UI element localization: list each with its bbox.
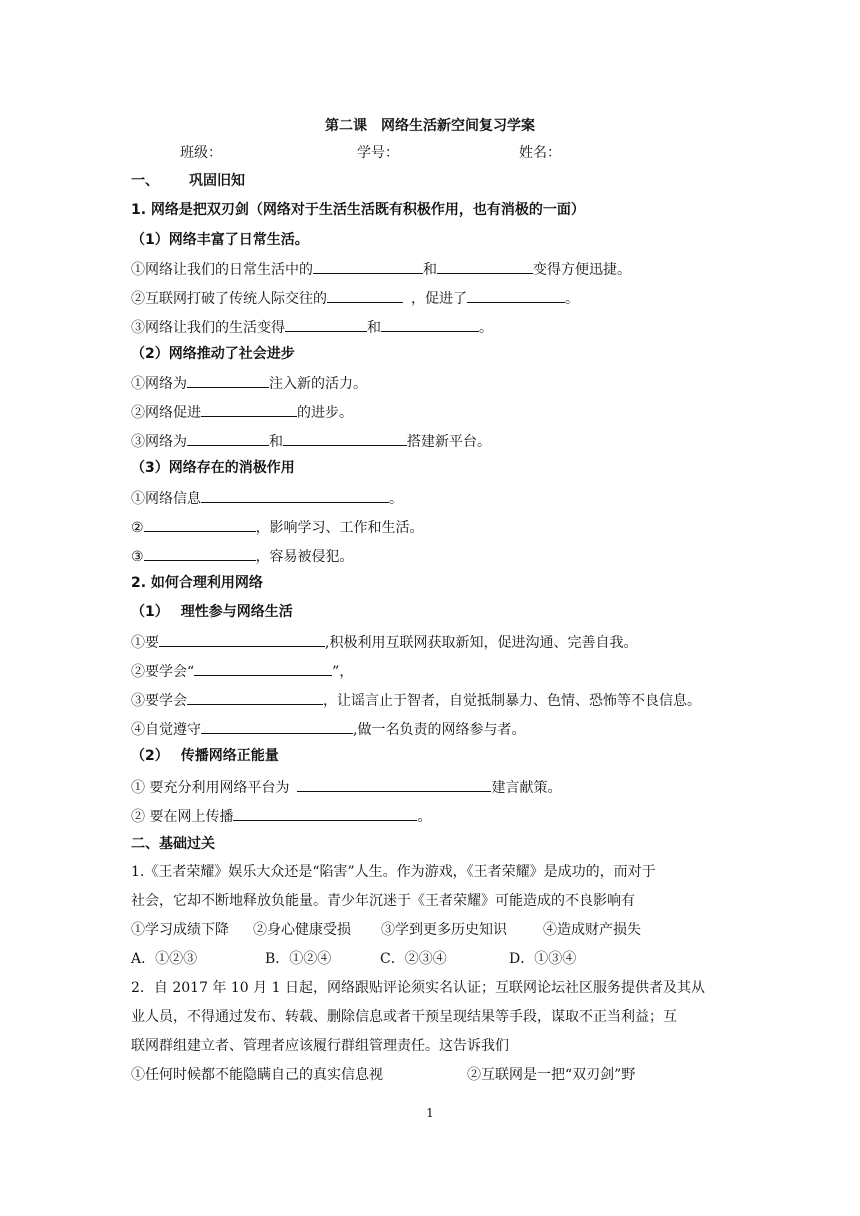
answer-blank[interactable] — [194, 660, 332, 676]
q1-sub1-heading: （1）网络丰富了日常生活。 — [131, 232, 309, 248]
q1-line-4: ①网络为 注入新的活力。 — [131, 372, 367, 392]
answer-blank[interactable] — [187, 372, 269, 388]
mc1-statement-1: ①学习成绩下降 — [131, 922, 229, 938]
section-1-number: 一、 — [131, 173, 159, 189]
answer-blank[interactable] — [283, 430, 407, 446]
q1-line-6: ③网络为 和 搭建新平台。 — [131, 430, 491, 450]
mc2-statement-2: ②互联网是一把“双刃剑”野 — [467, 1067, 636, 1083]
mc1-statement-3: ③学到更多历史知识 — [381, 922, 507, 938]
section-1-title: 巩固旧知 — [189, 173, 245, 189]
q2-line-2: ②要学会“ ”， — [131, 660, 353, 680]
answer-blank[interactable] — [381, 316, 479, 332]
mc1-choice-a[interactable]: A．①②③ — [131, 951, 198, 967]
q1-line-1: ①网络让我们的日常生活中的 和 变得方便迅捷。 — [131, 258, 631, 278]
answer-blank[interactable] — [201, 487, 389, 503]
answer-blank[interactable] — [313, 258, 423, 274]
answer-blank[interactable] — [187, 430, 269, 446]
answer-blank[interactable] — [467, 287, 565, 303]
answer-blank[interactable] — [201, 401, 297, 417]
answer-blank[interactable] — [437, 258, 533, 274]
mc2-stem-line-2: 业人员，不得通过发布、转载、删除信息或者干预呈现结果等手段，谋取不正当利益；互 — [131, 1009, 677, 1025]
q1-sub2-heading: （2）网络推动了社会进步 — [131, 346, 295, 362]
name-label: 姓名： — [519, 145, 561, 161]
answer-blank[interactable] — [297, 776, 491, 792]
q2-line-3: ③要学会 ，让谣言止于智者，自觉抵制暴力、色情、恐怖等不良信息。 — [131, 689, 701, 709]
q2-sub2-heading: （2） 传播网络正能量 — [131, 748, 279, 764]
q2-line-6: ② 要在网上传播 。 — [131, 805, 431, 825]
answer-blank[interactable] — [233, 805, 417, 821]
answer-blank[interactable] — [327, 287, 403, 303]
q1-line-7: ①网络信息 。 — [131, 487, 403, 507]
page-number: 1 — [426, 1106, 434, 1120]
answer-blank[interactable] — [159, 631, 325, 647]
mc1-choice-b[interactable]: B．①②④ — [265, 951, 332, 967]
q1-line-2: ②互联网打破了传统人际交往的 ，促进了 。 — [131, 287, 579, 307]
document-title: 第二课 网络生活新空间复习学案 — [325, 118, 535, 134]
mc2-statements — [131, 1065, 636, 1085]
q1-line-3: ③网络让我们的生活变得 和 。 — [131, 316, 493, 336]
q2-line-4: ④自觉遵守 ,做一名负责的网络参与者。 — [131, 718, 525, 738]
student-id-label: 学号： — [357, 145, 399, 161]
q1-sub3-heading: （3）网络存在的消极作用 — [131, 460, 295, 476]
q1-line-9: ③ ，容易被侵犯。 — [131, 545, 354, 565]
answer-blank[interactable] — [201, 718, 353, 734]
section-2-heading: 二、基础过关 — [131, 836, 215, 852]
answer-blank[interactable] — [285, 316, 367, 332]
mc2-stem-line-3: 联网群组建立者、管理者应该履行群组管理责任。这告诉我们 — [131, 1038, 509, 1054]
mc1-stem-line-2: 社会，它却不断地释放负能量。青少年沉迷于《王者荣耀》可能造成的不良影响有 — [131, 893, 635, 909]
q2-line-1: ①要 ,积极利用互联网获取新知，促进沟通、完善自我。 — [131, 631, 637, 651]
mc1-stem-line-1: 1.《王者荣耀》娱乐大众还是“陷害”人生。作为游戏，《王者荣耀》是成功的，而对于 — [131, 864, 656, 880]
answer-blank[interactable] — [144, 545, 256, 561]
mc2-stem-line-1: 2．自 2017 年 10 月 1 日起，网络跟贴评论须实名认证；互联网论坛社区服务提供者及其从 — [131, 980, 705, 996]
mc2-statement-1: ①任何时候都不能隐瞒自己的真实信息视 — [131, 1067, 383, 1083]
mc1-statement-4: ④造成财产损失 — [543, 922, 641, 938]
q1-line-8: ② ，影响学习、工作和生活。 — [131, 516, 424, 536]
mc1-statements — [131, 920, 641, 940]
mc1-choice-c[interactable]: C．②③④ — [380, 951, 447, 967]
mc1-statement-2: ②身心健康受损 — [253, 922, 351, 938]
section-1-heading — [131, 171, 245, 191]
class-label: 班级： — [180, 145, 222, 161]
q2-sub1-heading: （1） 理性参与网络生活 — [131, 604, 293, 620]
mc1-choice-d[interactable]: D．①③④ — [509, 951, 577, 967]
answer-blank[interactable] — [144, 516, 256, 532]
q1-line-5: ②网络促进 的进步。 — [131, 401, 353, 421]
answer-blank[interactable] — [187, 689, 323, 705]
q1-heading: 1. 网络是把双刃剑（网络对于生活生活既有积极作用，也有消极的一面） — [131, 202, 585, 218]
q2-heading: 2. 如何合理利用网络 — [131, 575, 263, 591]
q2-line-5: ① 要充分利用网络平台为 建言献策。 — [131, 776, 561, 796]
